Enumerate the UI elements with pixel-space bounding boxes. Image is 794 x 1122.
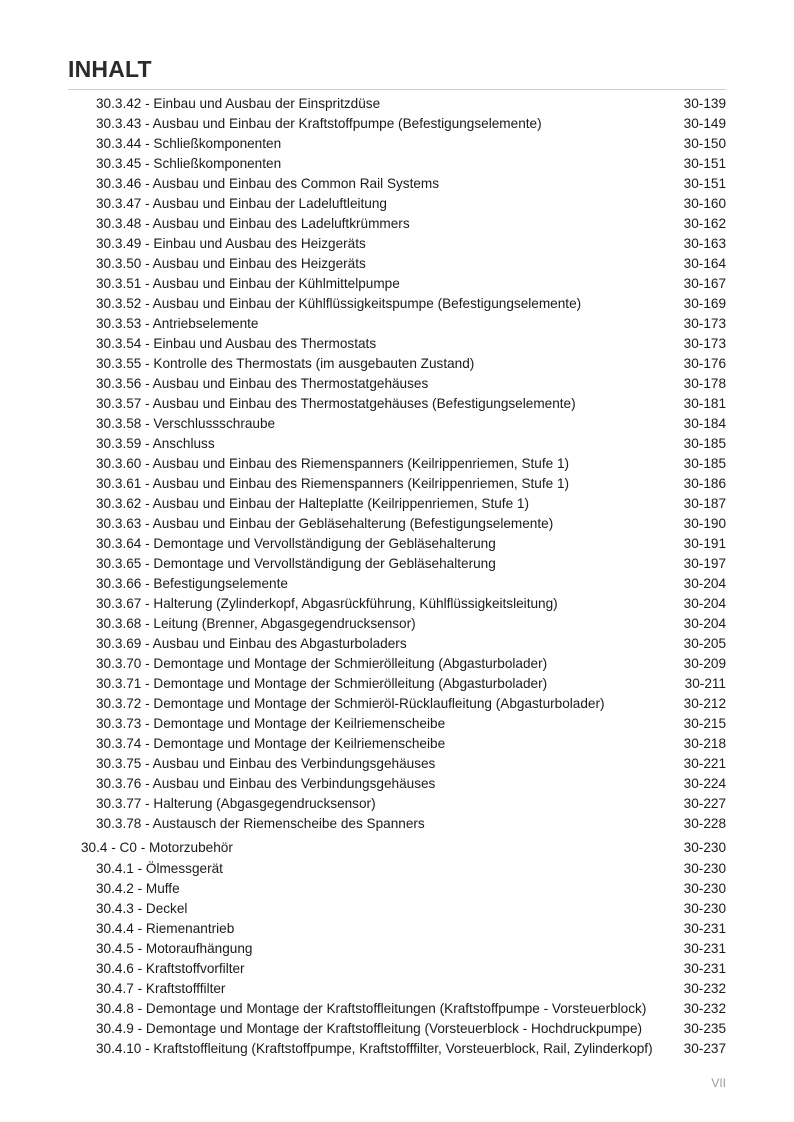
- toc-entry-page: 30-212: [683, 696, 726, 711]
- toc-section-row: [0, 838, 794, 859]
- toc-entry-title: 30.3.59 - Anschluss: [96, 436, 215, 451]
- toc-entry-title: 30.3.76 - Ausbau und Einbau des Verbindungsgehäuses: [96, 776, 436, 791]
- toc-entry-title: 30.4.3 - Deckel: [96, 901, 188, 916]
- toc-entry-title: 30.3.57 - Ausbau und Einbau des Thermostatgehäuses (Befestigungselemente): [96, 396, 576, 411]
- table-of-contents: [0, 94, 794, 1059]
- toc-entry-title: 30.3.64 - Demontage und Vervollständigung der Gebläsehalterung: [96, 536, 496, 551]
- toc-entry-title: 30.3.50 - Ausbau und Einbau des Heizgeräts: [96, 256, 366, 271]
- toc-entry-title: 30.3.44 - Schließkomponenten: [96, 136, 282, 151]
- toc-row: [0, 454, 794, 474]
- toc-entry-title: 30.3.72 - Demontage und Montage der Schmieröl-Rücklaufleitung (Abgasturbolader): [96, 696, 605, 711]
- toc-row: [0, 94, 794, 114]
- toc-entry-page: 30-228: [683, 816, 726, 831]
- toc-entry-page: 30-169: [683, 296, 726, 311]
- toc-entry-title: 30.4.8 - Demontage und Montage der Kraftstoffleitungen (Kraftstoffpumpe - Vorsteuerblock): [96, 1001, 647, 1016]
- toc-entry-title: 30.4.7 - Kraftstofffilter: [96, 981, 226, 996]
- toc-entry-page: 30-186: [683, 476, 726, 491]
- toc-row: [0, 274, 794, 294]
- toc-row: [0, 814, 794, 834]
- toc-entry-page: 30-149: [683, 116, 726, 131]
- toc-entry-page: 30-173: [683, 316, 726, 331]
- toc-row: [0, 154, 794, 174]
- toc-entry-title: 30.3.45 - Schließkomponenten: [96, 156, 282, 171]
- toc-row: [0, 1039, 794, 1059]
- toc-entry-title: 30.3.52 - Ausbau und Einbau der Kühlflüssigkeitspumpe (Befestigungselemente): [96, 296, 582, 311]
- toc-row: [0, 674, 794, 694]
- toc-entry-page: 30-205: [683, 636, 726, 651]
- toc-entry-title: 30.3.48 - Ausbau und Einbau des Ladeluftkrümmers: [96, 216, 410, 231]
- toc-row: [0, 1019, 794, 1039]
- toc-row: [0, 234, 794, 254]
- toc-entry-title: 30.3.73 - Demontage und Montage der Keilriemenscheibe: [96, 716, 446, 731]
- toc-row: [0, 354, 794, 374]
- toc-entry-page: 30-231: [683, 961, 726, 976]
- toc-entry-title: 30.3.51 - Ausbau und Einbau der Kühlmittelpumpe: [96, 276, 400, 291]
- toc-entry-page: 30-227: [683, 796, 726, 811]
- toc-entry-title: 30.3.71 - Demontage und Montage der Schmierölleitung (Abgasturbolader): [96, 676, 548, 691]
- toc-row: [0, 939, 794, 959]
- toc-entry-title: 30.3.65 - Demontage und Vervollständigung der Gebläsehalterung: [96, 556, 496, 571]
- toc-row: [0, 514, 794, 534]
- toc-entry-page: 30-230: [683, 901, 726, 916]
- toc-row: [0, 334, 794, 354]
- toc-entry-page: 30-191: [683, 536, 726, 551]
- toc-entry-title: 30.3.63 - Ausbau und Einbau der Gebläsehalterung (Befestigungselemente): [96, 516, 554, 531]
- toc-entry-page: 30-211: [684, 676, 726, 691]
- toc-entry-title: 30.3.49 - Einbau und Ausbau des Heizgeräts: [96, 236, 366, 251]
- toc-entry-title: 30.3.61 - Ausbau und Einbau des Riemenspanners (Keilrippenriemen, Stufe 1): [96, 476, 570, 491]
- toc-row: [0, 414, 794, 434]
- toc-entry-page: 30-151: [683, 156, 726, 171]
- toc-row: [0, 614, 794, 634]
- toc-row: [0, 959, 794, 979]
- toc-row: [0, 879, 794, 899]
- toc-entry-page: 30-197: [683, 556, 726, 571]
- toc-entry-title: 30.3.75 - Ausbau und Einbau des Verbindungsgehäuses: [96, 756, 436, 771]
- toc-row: [0, 754, 794, 774]
- toc-entry-page: 30-209: [683, 656, 726, 671]
- toc-entry-title: 30.3.55 - Kontrolle des Thermostats (im ausgebauten Zustand): [96, 356, 475, 371]
- toc-entry-page: 30-231: [683, 921, 726, 936]
- toc-entry-title: 30.3.46 - Ausbau und Einbau des Common Rail Systems: [96, 176, 440, 191]
- toc-entry-page: 30-178: [683, 376, 726, 391]
- toc-row: [0, 594, 794, 614]
- toc-entry-title: 30.3.67 - Halterung (Zylinderkopf, Abgasrückführung, Kühlflüssigkeitsleitung): [96, 596, 558, 611]
- toc-entry-page: 30-164: [683, 256, 726, 271]
- toc-entry-page: 30-204: [683, 616, 726, 631]
- toc-entry-page: 30-224: [683, 776, 726, 791]
- toc-entry-title: 30.4.6 - Kraftstoffvorfilter: [96, 961, 245, 976]
- toc-row: [0, 794, 794, 814]
- toc-entry-title: 30.4.2 - Muffe: [96, 881, 180, 896]
- toc-entry-title: 30.3.74 - Demontage und Montage der Keilriemenscheibe: [96, 736, 446, 751]
- toc-row: [0, 114, 794, 134]
- toc-row: [0, 374, 794, 394]
- toc-row: [0, 254, 794, 274]
- toc-entry-title: 30.3.62 - Ausbau und Einbau der Halteplatte (Keilrippenriemen, Stufe 1): [96, 496, 530, 511]
- toc-entry-title: 30.3.56 - Ausbau und Einbau des Thermostatgehäuses: [96, 376, 429, 391]
- toc-row: [0, 314, 794, 334]
- toc-entry-title: 30.3.60 - Ausbau und Einbau des Riemenspanners (Keilrippenriemen, Stufe 1): [96, 456, 570, 471]
- toc-entry-title: 30.3.47 - Ausbau und Einbau der Ladeluftleitung: [96, 196, 387, 211]
- toc-entry-page: 30-221: [683, 756, 726, 771]
- toc-row: [0, 734, 794, 754]
- toc-row: [0, 554, 794, 574]
- toc-entry-title: 30.3.68 - Leitung (Brenner, Abgasgegendrucksensor): [96, 616, 416, 631]
- toc-row: [0, 899, 794, 919]
- toc-entry-page: 30-187: [683, 496, 726, 511]
- page-number: VII: [711, 1076, 726, 1090]
- toc-entry-page: 30-150: [683, 136, 726, 151]
- toc-entry-page: 30-190: [683, 516, 726, 531]
- toc-row: [0, 774, 794, 794]
- toc-row: [0, 214, 794, 234]
- page-title: INHALT: [68, 56, 152, 82]
- toc-entry-title: 30.4.1 - Ölmessgerät: [96, 861, 223, 876]
- toc-entry-page: 30-139: [683, 96, 726, 111]
- toc-entry-page: 30-237: [683, 1041, 726, 1056]
- toc-entry-title: 30.3.69 - Ausbau und Einbau des Abgasturboladers: [96, 636, 407, 651]
- title-divider: [68, 89, 726, 90]
- toc-row: [0, 474, 794, 494]
- toc-entry-page: 30-176: [683, 356, 726, 371]
- toc-entry-title: 30.3.53 - Antriebselemente: [96, 316, 259, 331]
- toc-entry-page: 30-230: [683, 861, 726, 876]
- toc-row: [0, 919, 794, 939]
- toc-entry-page: 30-215: [683, 716, 726, 731]
- toc-entry-title: 30.3.66 - Befestigungselemente: [96, 576, 288, 591]
- toc-row: [0, 134, 794, 154]
- toc-row: [0, 979, 794, 999]
- toc-entry-page: 30-160: [683, 196, 726, 211]
- toc-row: [0, 574, 794, 594]
- toc-entry-title: 30.3.43 - Ausbau und Einbau der Kraftstoffpumpe (Befestigungselemente): [96, 116, 542, 131]
- toc-row: [0, 174, 794, 194]
- toc-entry-page: 30-218: [683, 736, 726, 751]
- toc-entry-title: 30.3.77 - Halterung (Abgasgegendrucksensor): [96, 796, 376, 811]
- toc-entry-page: 30-185: [683, 436, 726, 451]
- toc-entry-page: 30-235: [683, 1021, 726, 1036]
- toc-row: [0, 434, 794, 454]
- toc-entry-page: 30-204: [683, 576, 726, 591]
- toc-entry-title: 30.4.10 - Kraftstoffleitung (Kraftstoffpumpe, Kraftstofffilter, Vorsteuerblock, Rail, Zylinderkopf): [96, 1041, 653, 1056]
- toc-entry-page: 30-151: [683, 176, 726, 191]
- toc-row: [0, 194, 794, 214]
- toc-entry-page: 30-232: [683, 1001, 726, 1016]
- toc-row: [0, 634, 794, 654]
- toc-row: [0, 999, 794, 1019]
- toc-entry-page: 30-181: [683, 396, 726, 411]
- toc-row: [0, 654, 794, 674]
- toc-row: [0, 714, 794, 734]
- toc-entry-title: 30.3.54 - Einbau und Ausbau des Thermostats: [96, 336, 377, 351]
- toc-entry-page: 30-163: [683, 236, 726, 251]
- toc-row: [0, 859, 794, 879]
- toc-entry-title: 30.3.58 - Verschlussschraube: [96, 416, 276, 431]
- toc-entry-title: 30.4.5 - Motoraufhängung: [96, 941, 253, 956]
- toc-entry-page: 30-232: [683, 981, 726, 996]
- toc-entry-title: 30.3.42 - Einbau und Ausbau der Einspritzdüse: [96, 96, 381, 111]
- toc-entry-title: 30.4.9 - Demontage und Montage der Kraftstoffleitung (Vorsteuerblock - Hochdruckpumpe): [96, 1021, 643, 1036]
- toc-entry-title: 30.4.4 - Riemenantrieb: [96, 921, 235, 936]
- toc-entry-page: 30-230: [683, 881, 726, 896]
- toc-entry-page: 30-185: [683, 456, 726, 471]
- toc-entry-page: 30-230: [683, 840, 726, 855]
- toc-entry-page: 30-162: [683, 216, 726, 231]
- toc-row: [0, 694, 794, 714]
- toc-entry-page: 30-204: [683, 596, 726, 611]
- toc-row: [0, 534, 794, 554]
- toc-entry-title: 30.3.70 - Demontage und Montage der Schmierölleitung (Abgasturbolader): [96, 656, 548, 671]
- toc-row: [0, 494, 794, 514]
- toc-entry-page: 30-173: [683, 336, 726, 351]
- toc-entry-page: 30-184: [683, 416, 726, 431]
- toc-entry-title: 30.4 - C0 - Motorzubehör: [81, 840, 233, 855]
- toc-row: [0, 394, 794, 414]
- toc-entry-title: 30.3.78 - Austausch der Riemenscheibe des Spanners: [96, 816, 425, 831]
- toc-entry-page: 30-167: [683, 276, 726, 291]
- toc-row: [0, 294, 794, 314]
- toc-entry-page: 30-231: [683, 941, 726, 956]
